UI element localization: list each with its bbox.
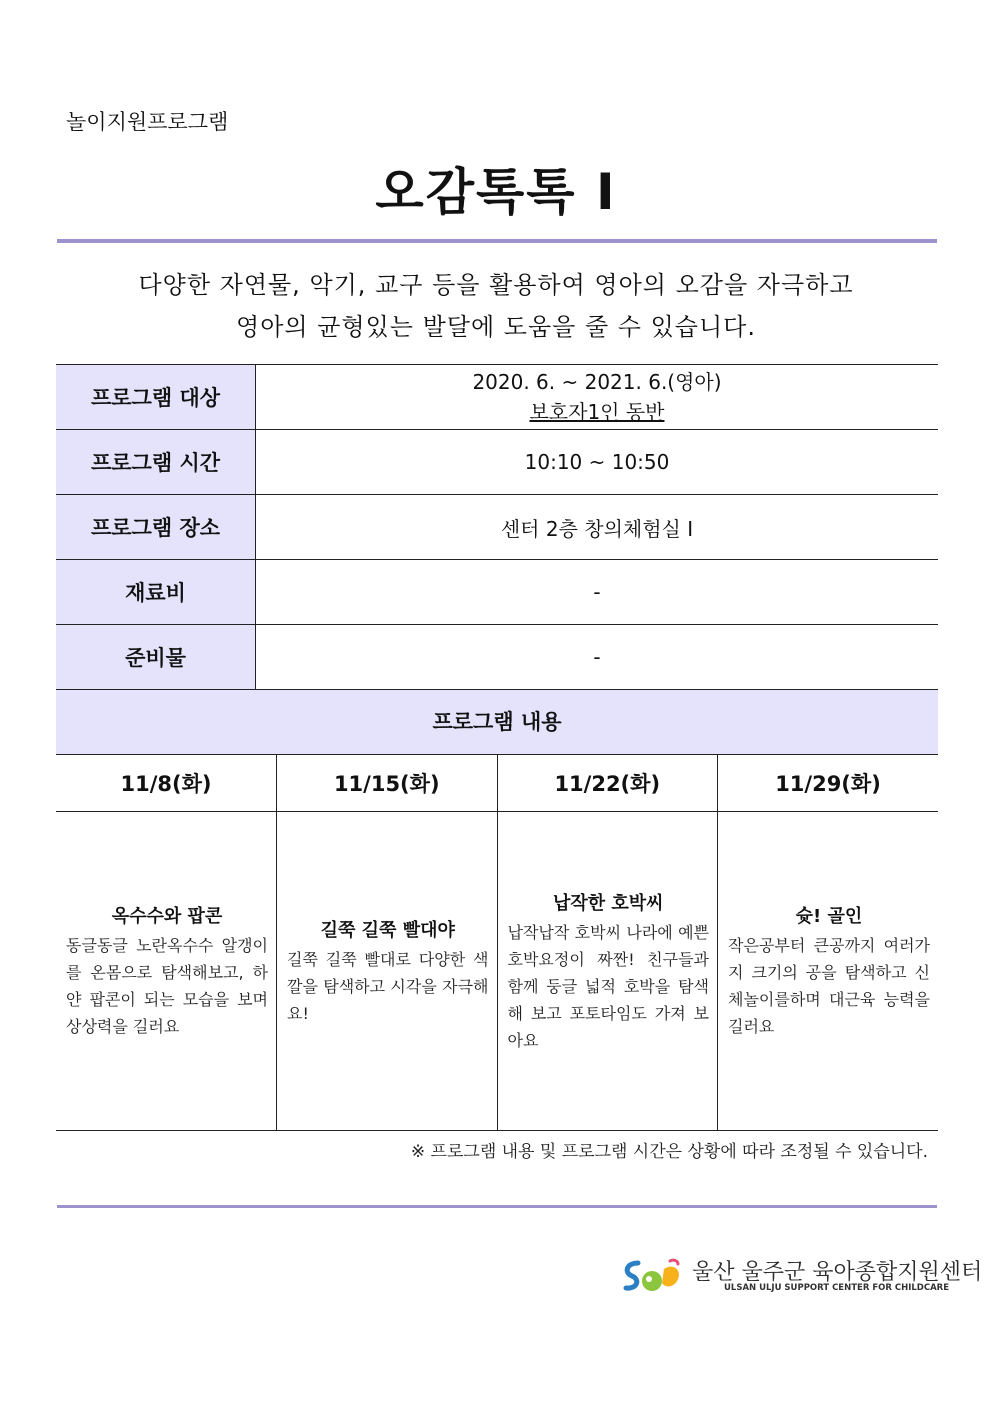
session-description: 작은공부터 큰공까지 여러가지 크기의 공을 탐색하고 신체놀이를하며 대근육 능력을 길러요 [728, 936, 930, 1036]
schedule-notice: ※ 프로그램 내용 및 프로그램 시간은 상황에 따라 조정될 수 있습니다. [410, 1142, 928, 1162]
program-info-table [56, 364, 938, 690]
session-cell [718, 812, 939, 1131]
time-label: 프로그램 시간 [56, 430, 256, 495]
supplies-label: 준비물 [56, 625, 256, 690]
content-heading: 프로그램 내용 [56, 690, 938, 755]
session-title: 슛! 골인 [795, 906, 863, 927]
info-row-supplies [56, 625, 938, 690]
target-age-range: 2020. 6. ~ 2021. 6.(영아) [472, 370, 722, 394]
info-row-time [56, 430, 938, 495]
target-guardian-note: 보호자1인 동반 [529, 400, 665, 424]
info-row-target [56, 365, 938, 430]
top-divider [57, 239, 937, 243]
center-logo-icon [620, 1255, 686, 1297]
center-name-english: ULSAN ULJU SUPPORT CENTER FOR CHILDCARE [724, 1283, 950, 1293]
program-category: 놀이지원프로그램 [66, 110, 229, 134]
session-date: 11/22(화) [497, 755, 718, 812]
schedule-table [56, 755, 938, 1131]
target-value [256, 365, 939, 430]
session-date: 11/15(화) [277, 755, 498, 812]
bottom-divider [57, 1205, 937, 1208]
session-cell [497, 812, 718, 1131]
session-cell [56, 812, 277, 1131]
center-name-korean: 울산 울주군 육아종합지원센터 [692, 1260, 983, 1285]
fee-label: 재료비 [56, 560, 256, 625]
session-date: 11/8(화) [56, 755, 277, 812]
session-title: 옥수수와 팝콘 [111, 906, 223, 927]
supplies-value: - [256, 625, 939, 690]
schedule-date-row [56, 755, 938, 812]
session-description: 동글동글 노란옥수수 알갱이를 온몸으로 탐색해보고, 하얀 팝콘이 되는 모습을 보며 상상력을 길러요 [66, 936, 268, 1036]
session-title: 길쭉 길쭉 빨대야 [320, 919, 455, 941]
time-value: 10:10 ~ 10:50 [256, 430, 939, 495]
target-label: 프로그램 대상 [56, 365, 256, 430]
fee-value: - [256, 560, 939, 625]
session-title: 납작한 호박씨 [552, 892, 664, 914]
session-cell [277, 812, 498, 1131]
info-row-place [56, 495, 938, 560]
place-label: 프로그램 장소 [56, 495, 256, 560]
session-date: 11/29(화) [718, 755, 939, 812]
program-title: 오감톡톡 I [375, 163, 617, 221]
session-description: 길쭉 길쭉 빨대로 다양한 색깔을 탐색하고 시각을 자극해요! [287, 949, 489, 1023]
intro-line-2: 영아의 균형있는 발달에 도움을 줄 수 있습니다. [236, 313, 756, 341]
place-value: 센터 2층 창의체험실 I [256, 495, 939, 560]
schedule-activity-row [56, 812, 938, 1131]
session-description: 납작납작 호박씨 나라에 예쁜 호박요정이 짜짠! 친구들과 함께 둥글 넓적 호박을 탐색해 보고 포토타임도 가져 보아요 [507, 922, 709, 1050]
intro-line-1: 다양한 자연물, 악기, 교구 등을 활용하여 영아의 오감을 자극하고 [138, 271, 854, 299]
center-logo [620, 1255, 983, 1297]
info-row-fee [56, 560, 938, 625]
